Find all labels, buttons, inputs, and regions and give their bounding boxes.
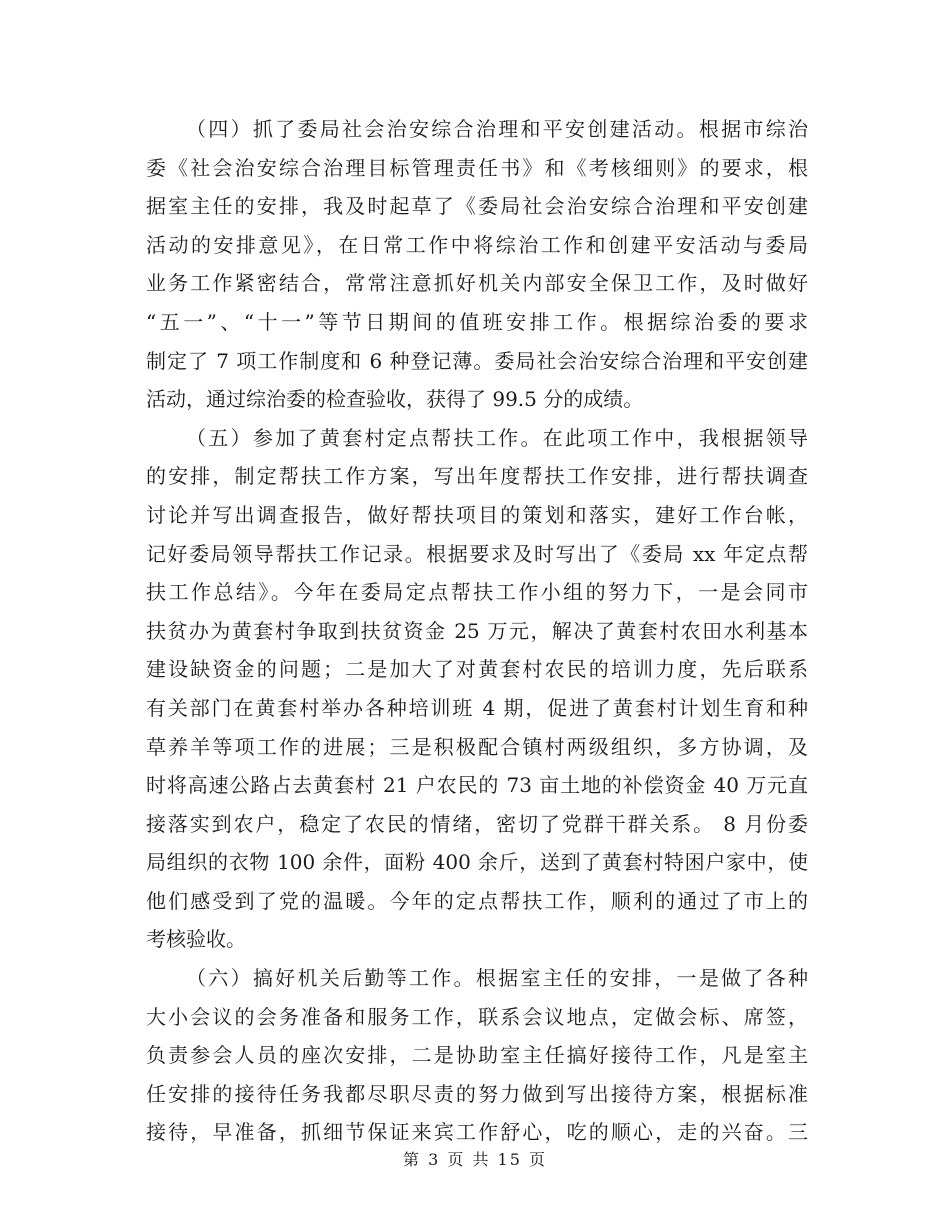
paragraph-line: 据室主任的安排，我及时起草了《委局社会治安综合治理和平安创建 xyxy=(146,194,808,219)
paragraph-line: “五一”、“十一”等节日期间的值班安排工作。根据综治委的要求 xyxy=(146,309,808,334)
paragraph-line: 有关部门在黄套村举办各种培训班 4 期，促进了黄套村计划生育和种 xyxy=(146,695,808,720)
paragraph-line: 接落实到农户，稳定了农民的情绪，密切了党群干群关系。 8 月份委 xyxy=(146,811,808,836)
paragraph-line: 接待，早准备，抓细节保证来宾工作舒心，吃的顺心，走的兴奋。三 xyxy=(146,1120,808,1145)
paragraph-line: 委《社会治安综合治理目标管理责任书》和《考核细则》的要求，根 xyxy=(146,155,808,180)
paragraph-line: （六）搞好机关后勤等工作。根据室主任的安排，一是做了各种 xyxy=(186,966,808,991)
page-number-footer: 第 3 页 共 15 页 xyxy=(403,1150,547,1169)
paragraph-line: 活动，通过综治委的检查验收，获得了 99.5 分的成绩。 xyxy=(146,387,644,412)
paragraph-line: 扶工作总结》。今年在委局定点帮扶工作小组的努力下，一是会同市 xyxy=(146,580,808,605)
paragraph-line: 任安排的接待任务我都尽职尽责的努力做到写出接待方案，根据标准 xyxy=(146,1081,808,1106)
paragraph-line: 时将高速公路占去黄套村 21 户农民的 73 亩土地的补偿资金 40 万元直 xyxy=(146,773,808,798)
paragraph-line: 扶贫办为黄套村争取到扶贫资金 25 万元，解决了黄套村农田水利基本 xyxy=(146,618,808,643)
paragraph-line: （四）抓了委局社会治安综合治理和平安创建活动。根据市综治 xyxy=(186,117,808,141)
paragraph-line: 考核验收。 xyxy=(146,927,246,952)
paragraph-line: 负责参会人员的座次安排，二是协助室主任搞好接待工作，凡是室主 xyxy=(146,1043,808,1068)
paragraph-line: 记好委局领导帮扶工作记录。根据要求及时写出了《委局 xx 年定点帮 xyxy=(146,541,808,566)
paragraph-line: 的安排，制定帮扶工作方案，写出年度帮扶工作安排，进行帮扶调查 xyxy=(146,464,808,489)
paragraph-line: 他们感受到了党的温暖。今年的定点帮扶工作，顺利的通过了市上的 xyxy=(146,888,808,913)
paragraph-line: 局组织的衣物 100 余件，面粉 400 余斤，送到了黄套村特困户家中，使 xyxy=(146,850,808,875)
paragraph-line: （五）参加了黄套村定点帮扶工作。在此项工作中，我根据领导 xyxy=(186,425,808,450)
paragraph-line: 业务工作紧密结合，常常注意抓好机关内部安全保卫工作，及时做好 xyxy=(146,271,808,296)
paragraph-line: 草养羊等项工作的进展；三是积极配合镇村两级组织，多方协调，及 xyxy=(146,734,808,759)
paragraph-line: 活动的安排意见》，在日常工作中将综治工作和创建平安活动与委局 xyxy=(146,232,808,257)
paragraph-line: 讨论并写出调查报告，做好帮扶项目的策划和落实，建好工作台帐， xyxy=(146,502,808,527)
body-text xyxy=(146,110,808,1152)
paragraph-line: 建设缺资金的问题；二是加大了对黄套村农民的培训力度，先后联系 xyxy=(146,657,808,682)
paragraph-line: 制定了 7 项工作制度和 6 种登记薄。委局社会治安综合治理和平安创建 xyxy=(146,348,808,373)
paragraph-line: 大小会议的会务准备和服务工作，联系会议地点，定做会标、席签， xyxy=(146,1004,808,1029)
